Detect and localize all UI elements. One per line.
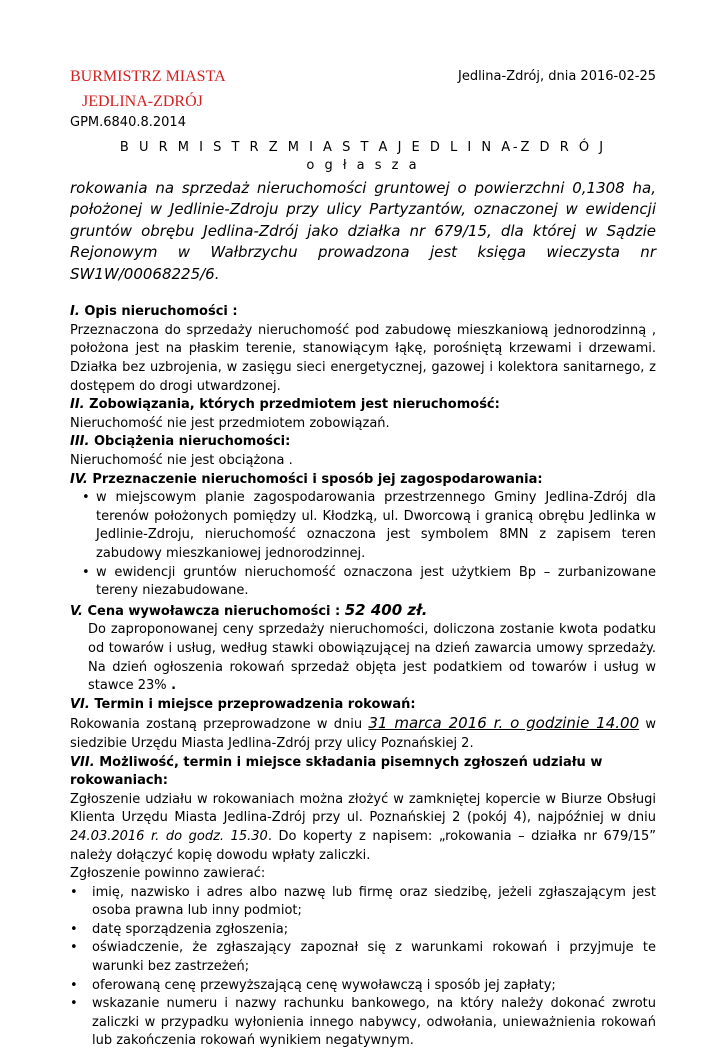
section-5-title: Cena wywoławcza nieruchomości :: [87, 603, 341, 619]
section-3-heading: [70, 433, 656, 452]
list-item: • w miejscowym planie zagospodarowania przestrzennego Gminy Jedlina-Zdrój dla terenów położonych pomiędzy ul. Kłodzką, ul. Dworcową i granicą obrębu Jedlinka w Jedlinie-Zdroju, nieruchomość oznaczona jest symbolem 8MN z zapisem teren zabudowy mieszkaniowej jednorodzinnej.: [70, 489, 656, 563]
section-6-text: [70, 714, 656, 753]
section-7-text-after: . Do koperty z napisem: „rokowania – działka nr 679/15” należy dołączyć kopię dowodu wpłaty zaliczki.: [70, 828, 656, 863]
list-item: • oferowaną cenę przewyższającą cenę wywoławczą i sposób jej zapłaty;: [70, 977, 656, 996]
list-item: • datę sporządzenia zgłoszenia;: [70, 921, 656, 940]
section-5-heading: [70, 601, 656, 622]
section-2-text: Nieruchomość nie jest przedmiotem zobowiązań.: [70, 415, 390, 431]
section-7-heading: [70, 754, 656, 791]
announcement-lead: rokowania na sprzedaż nieruchomości gruntowej o powierzchni 0,1308 ha, położonej w Jedlinie-Zdroju przy ulicy Partyzantów, oznaczonej w ewidencji gruntów obrębu Jedlina-Zdrój jako działka nr 679/15, dla której w Sądzie Rejonowym w Wałbrzychu prowadzona jest księga wieczysta nr SW1W/00068225/6.: [70, 178, 656, 283]
section-7-title: Możliwość, termin i miejsce składania pisemnych zgłoszeń udziału w rokowaniach:: [70, 754, 603, 789]
list-item: • imię, nazwisko i adres albo nazwę lub firmę oraz siedzibę, jeżeli zgłaszającym jest osoba prawna lub inny podmiot;: [70, 884, 656, 921]
letterhead: [70, 66, 656, 114]
document-page: [70, 66, 656, 1051]
section-2-title: Zobowiązania, których przedmiotem jest nieruchomość:: [89, 397, 500, 413]
section-3-title: Obciążenia nieruchomości:: [93, 434, 291, 450]
section-3-number: III.: [70, 434, 90, 450]
section-5-number: V.: [70, 603, 83, 619]
section-6-heading: [70, 696, 656, 715]
section-5-body: Do zaproponowanej ceny sprzedaży nieruchomości, doliczona zostanie kwota podatku od towarów i usług, według stawki obowiązującej na dzień zawarcia umowy sprzedaży. Na dzień ogłoszenia rokowań sprzedaż objęta jest podatkiem od towarów i usług w stawce 23%: [88, 622, 656, 694]
section-5-text: [70, 621, 656, 695]
section-7-text-before: Zgłoszenie udziału w rokowaniach można złożyć w zamkniętej kopercie w Biurze Obsługi Klienta Urzędu Miasta Jedlina-Zdrój przy ul. Poznańskiej 2 (pokój 4), najpóźniej w dniu: [70, 791, 656, 826]
section-6-title: Termin i miejsce przeprowadzenia rokowań:: [94, 696, 416, 712]
section-7-contents-intro: Zgłoszenie powinno zawierać:: [70, 866, 266, 882]
office-name-line2: JEDLINA-ZDRÓJ: [82, 93, 203, 110]
list-item: • oświadczenie, że zgłaszający zapoznał się z warunkami rokowań i przyjmuje te warunki bez zastrzeżeń;: [70, 939, 656, 976]
announcement-verb: o g ł a s z a: [306, 158, 420, 174]
section-1-number: I.: [70, 304, 80, 320]
section-6-number: VI.: [70, 696, 90, 712]
starting-price: 52 400 zł.: [344, 600, 428, 619]
list-item: • wskazanie numeru i nazwy rachunku bankowego, na który należy dokonać zwrotu zaliczki w przypadku wyłonienia innego nabywcy, odwołania, unieważnienia rokowań lub zakończenia rokowań wynikiem negatywnym.: [70, 995, 656, 1051]
section-2-number: II.: [70, 397, 85, 413]
negotiation-date: 31 marca 2016 r. o godzinie 14.00: [368, 714, 640, 733]
section-3-text: Nieruchomość nie jest obciążona .: [70, 453, 293, 469]
section-7-number: VII.: [70, 754, 95, 770]
section-2-heading: [70, 396, 656, 415]
announcement-title: B U R M I S T R Z M I A S T A J E D L I N A-Z D R Ó J: [119, 139, 607, 155]
place-and-date: Jedlina-Zdrój, dnia 2016-02-25: [457, 69, 656, 84]
section-1-heading: [70, 303, 656, 322]
list-item: • w ewidencji gruntów nieruchomość oznaczona jest użytkiem Bp – zurbanizowane tereny niezabudowane.: [70, 564, 656, 601]
reference-number: GPM.6840.8.2014: [70, 115, 186, 130]
section-1-text: Przeznaczona do sprzedaży nieruchomość pod zabudowę mieszkaniową jednorodzinną , położona jest na płaskim terenie, stanowiącym łąkę, porośniętą krzewami i drzewami. Działka bez uzbrojenia, w zasięgu sieci energetycznej, gazowej i kolektora sanitarnego, z dostępem do drogi utwardzonej.: [70, 322, 656, 394]
section-4-title: Przeznaczenie nieruchomości i sposób jej zagospodarowania:: [92, 471, 543, 487]
section-5-end: .: [166, 678, 177, 694]
submission-deadline: 24.03.2016 r. do godz. 15.30: [70, 828, 268, 844]
section-6-text-before: Rokowania zostaną przeprowadzone w dniu: [70, 717, 369, 733]
section-7-list: [70, 884, 656, 1051]
section-7-text: [70, 791, 656, 865]
section-4-list: [70, 489, 656, 601]
section-4-heading: [70, 471, 656, 490]
section-4-number: IV.: [70, 471, 88, 487]
office-name-line1: BURMISTRZ MIASTA: [70, 68, 226, 85]
section-1-title: Opis nieruchomości :: [84, 304, 238, 320]
section-6-text-after: w siedzibie Urzędu Miasta Jedlina-Zdrój przy ulicy Poznańskiej 2.: [70, 717, 657, 751]
